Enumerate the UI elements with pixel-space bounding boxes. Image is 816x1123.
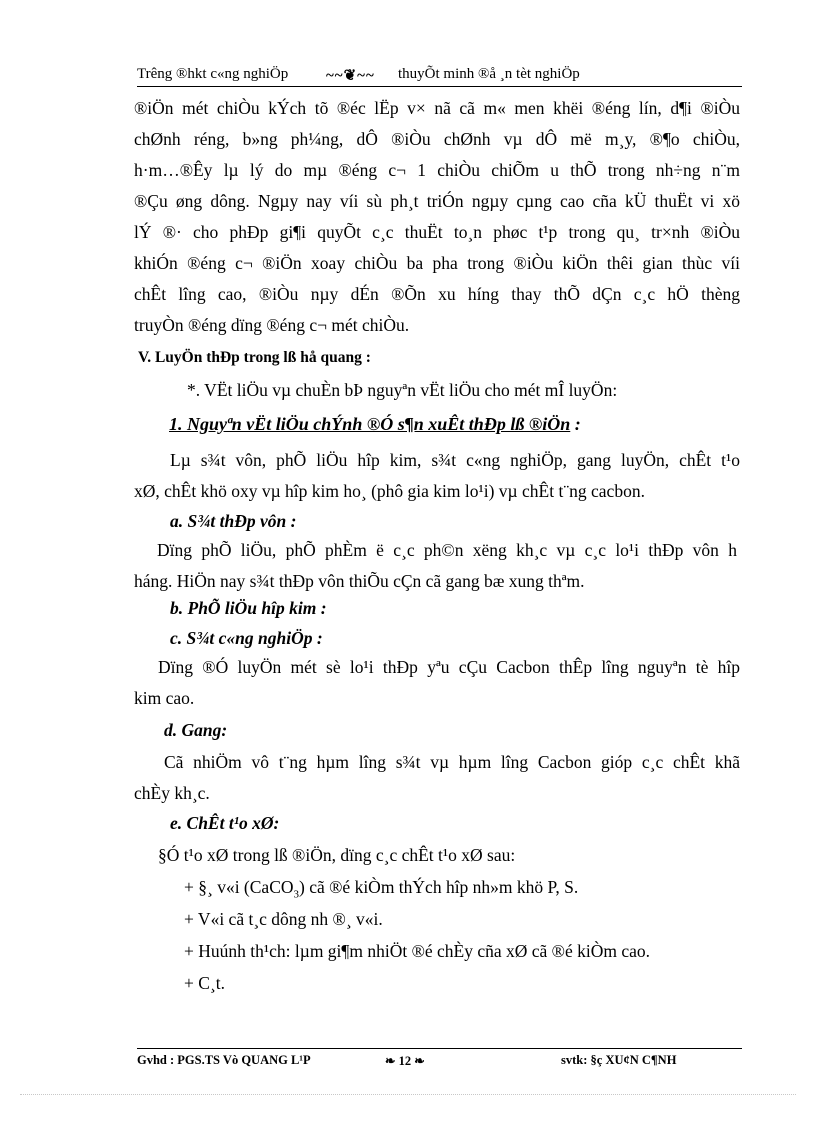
paragraph-line: Cã nhiÖm vô t¨ng hµm lîng s¾t vµ hµm lîng Cacbon gióp c¸c chÊt khã	[164, 752, 740, 772]
paragraph-line: háng. HiÖn nay s¾t thÐp vôn thiÕu cÇn cã gang bæ xung thªm.	[134, 571, 585, 591]
paragraph-line: ®iÖn mét chiÒu kÝch tõ ®éc lËp v× nã cã m« men khëi ®éng lín, d¶i ®iÒu	[134, 98, 740, 118]
heading-raw-materials-text: 1. Nguyªn vËt liÖu chÝnh ®Ó s¶n xuÊt thÐp lß ®iÖn	[169, 414, 571, 434]
bullet-lime: + V«i cã t¸c dông nh ®¸ v«i.	[184, 909, 383, 929]
heading-scrap-steel: a. S¾t thÐp vôn :	[170, 511, 297, 531]
bullet-text: + §¸ v«i (CaCO	[184, 877, 294, 897]
intro-line: *. VËt liÖu vµ chuÈn bÞ nguyªn vËt liÖu cho mét mÎ luyÖn:	[187, 380, 618, 400]
paragraph-line: Dïng phÕ liÖu, phÕ phÈm ë c¸c ph©n xëng kh¸c vµ c¸c lo¹i thÐp vôn h	[157, 540, 737, 560]
heading-industrial-iron: c. S¾t c«ng nghiÖp :	[170, 628, 323, 648]
page-footer	[137, 1048, 742, 1071]
header-school: Trêng ®hkt c«ng nghiÖp	[137, 66, 289, 82]
paragraph-line: lÝ ®· cho phÐp gi¶i quyÕt c¸c thuËt to¸n phøc t¹p trong qu¸ tr×nh ®iÒu	[134, 222, 740, 242]
section-heading: V. LuyÖn thÐp trong lß hå quang :	[138, 349, 371, 366]
paragraph-line: ®Çu øng dông. Ngµy nay víi sù ph¸t triÓn ngµy cµng cao cña kÜ thuËt vi xö	[134, 191, 740, 211]
paragraph-line: chØnh réng, b»ng ph¼ng, dÔ ®iÒu chØnh vµ dÔ më m¸y, ®¶o chiÒu,	[134, 129, 740, 149]
bullet-limestone	[184, 875, 578, 907]
bullet-sand: + C¸t.	[184, 973, 225, 993]
heading-slag-agents: e. ChÊt t¹o xØ:	[170, 813, 280, 833]
footer-supervisor: Gvhd : PGS.TS Vò QUANG L¹P	[137, 1053, 311, 1067]
paragraph-line: h·m…®Êy lµ lý do mµ ®éng c¬ 1 chiÒu chiÕm u thÕ trong nh÷ng n¨m	[134, 160, 740, 180]
paragraph-line: khiÓn ®éng c¬ ®iÖn xoay chiÒu ba pha trong ®iÒu kiÖn thêi gian thùc víi	[134, 253, 740, 273]
header-document-title: thuyÕt minh ®å ¸n tèt nghiÖp	[398, 66, 580, 82]
footer-student: svtk: §ç XU¢N C¶NH	[561, 1053, 677, 1067]
heading-suffix: :	[570, 414, 581, 434]
bullet-fluorite: + Huúnh th¹ch: lµm gi¶m nhiÖt ®é chÈy cña xØ cã ®é kiÒm cao.	[184, 941, 651, 961]
paragraph-line: kim cao.	[134, 688, 195, 708]
heading-raw-materials	[169, 412, 581, 436]
paragraph-line: chÈy kh¸c.	[134, 783, 210, 803]
paragraph-line: truyÒn ®éng dïng ®éng c¬ mét chiÒu.	[134, 315, 410, 335]
paragraph-line: §Ó t¹o xØ trong lß ®iÖn, dïng c¸c chÊt t¹o xØ sau:	[158, 845, 516, 865]
subscript: 3	[293, 888, 300, 901]
bullet-text-rest: ) cã ®é kiÒm thÝch hîp nh»m khö P, S.	[299, 877, 579, 897]
page-header	[137, 64, 742, 87]
header-ornament-icon: ~~❦~~	[326, 68, 375, 84]
heading-cast-iron: d. Gang:	[164, 720, 228, 740]
paragraph-line: chÊt lîng cao, ®iÒu nµy dÉn ®Õn xu híng thay thÕ dÇn c¸c hÖ thèng	[134, 284, 740, 304]
heading-alloy-scrap: b. PhÕ liÖu hîp kim :	[170, 598, 327, 618]
paragraph-line: Lµ s¾t vôn, phÕ liÖu hîp kim, s¾t c«ng nghiÖp, gang luyÖn, chÊt t¹o	[170, 450, 740, 470]
paragraph-line: xØ, chÊt khö oxy vµ hîp kim ho¸ (phô gia kim lo¹i) vµ chÊt t¨ng cacbon.	[134, 481, 645, 501]
footer-page-number: ❧ 12 ❧	[385, 1054, 425, 1068]
paragraph-line: Dïng ®Ó luyÖn mét sè lo¹i thÐp yªu cÇu Cacbon thÊp lîng nguyªn tè hîp	[158, 657, 740, 677]
page-bottom-divider	[20, 1094, 796, 1095]
